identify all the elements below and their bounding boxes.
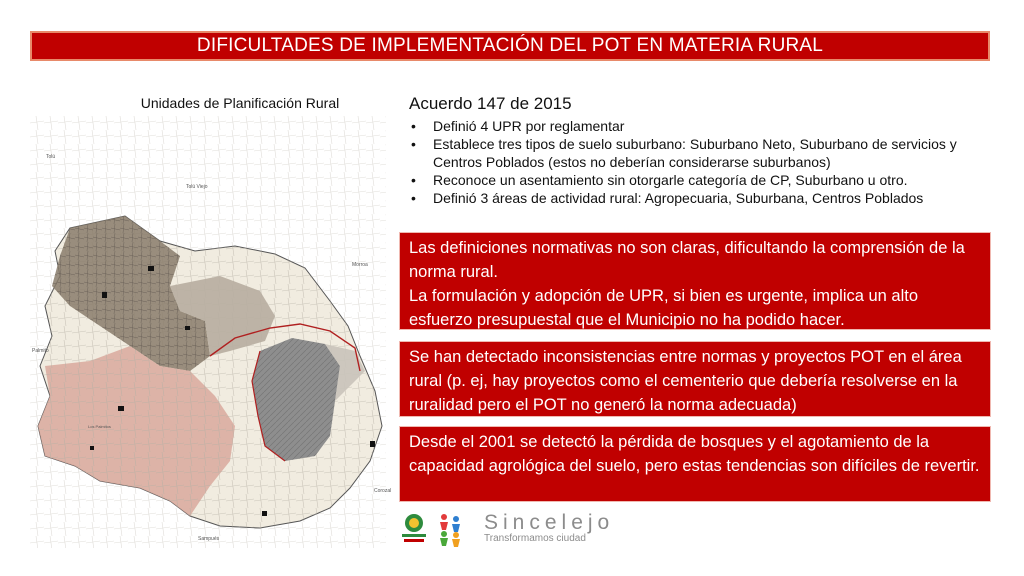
list-item: • Reconoce un asentamiento sin otorgarle categoría de CP, Suburbano u otro.: [409, 171, 989, 189]
map-label-palmito: Palmito: [32, 348, 49, 354]
difficulty-box-inconsistencies: [399, 341, 991, 417]
map-graphic: [30, 116, 392, 548]
list-item: • Definió 3 áreas de actividad rural: Agropecuaria, Suburbana, Centros Poblados: [409, 189, 989, 207]
difficulty-box-forests: [399, 426, 991, 502]
agreement-title: Acuerdo 147 de 2015: [409, 94, 572, 113]
difficulty-text: Se han detectado inconsistencias entre normas y proyectos POT en el área rural (p. ej, hay proyectos como el cementerio que debería resolverse en la ruralidad pero el POT no generó la norma adecuada): [409, 348, 962, 414]
agreement-list: [409, 117, 989, 207]
rural-planning-map: [30, 116, 392, 548]
map-label-morroa: Morroa: [352, 262, 368, 268]
difficulty-text: La formulación y adopción de UPR, si bien es urgente, implica un alto esfuerzo presupuestal que el Municipio no ha podido hacer.: [409, 287, 919, 329]
map-label-tolu: Tolú: [46, 154, 56, 160]
difficulty-box-norms: [399, 232, 991, 330]
list-item: • Definió 4 UPR por reglamentar: [409, 117, 989, 135]
map-label-corozal: Corozal: [374, 488, 392, 494]
map-label-sampues: Sampués: [198, 536, 220, 542]
page-title: DIFICULTADES DE IMPLEMENTACIÓN DEL POT EN MATERIA RURAL: [196, 35, 824, 56]
difficulty-text: Las definiciones normativas no son claras, dificultando la comprensión de la norma rural.: [409, 239, 965, 281]
map-caption: Unidades de Planificación Rural: [140, 95, 340, 111]
agreement-section: [409, 94, 989, 207]
logo-graphics: [400, 510, 480, 550]
difficulty-text: Desde el 2001 se detectó la pérdida de bosques y el agotamiento de la capacidad agrológica del suelo, pero estas tendencias son difíciles de revertir.: [409, 433, 980, 475]
list-item: • Establece tres tipos de suelo suburbano: Suburbano Neto, Suburbano de servicios y Centros Poblados (estos no deberían considerarse suburbanos): [409, 135, 989, 171]
municipal-seal-icon: [402, 514, 426, 542]
page-title-bar: [30, 31, 990, 61]
map-label-los-palmitos: Los Palmitos: [88, 424, 111, 429]
map-label-tolu-viejo: Tolú Viejo: [186, 184, 208, 190]
brand-tagline: Transformamos ciudad: [484, 533, 586, 544]
people-figures-icon: [440, 514, 460, 547]
brand-name: Sincelejo: [484, 511, 615, 534]
